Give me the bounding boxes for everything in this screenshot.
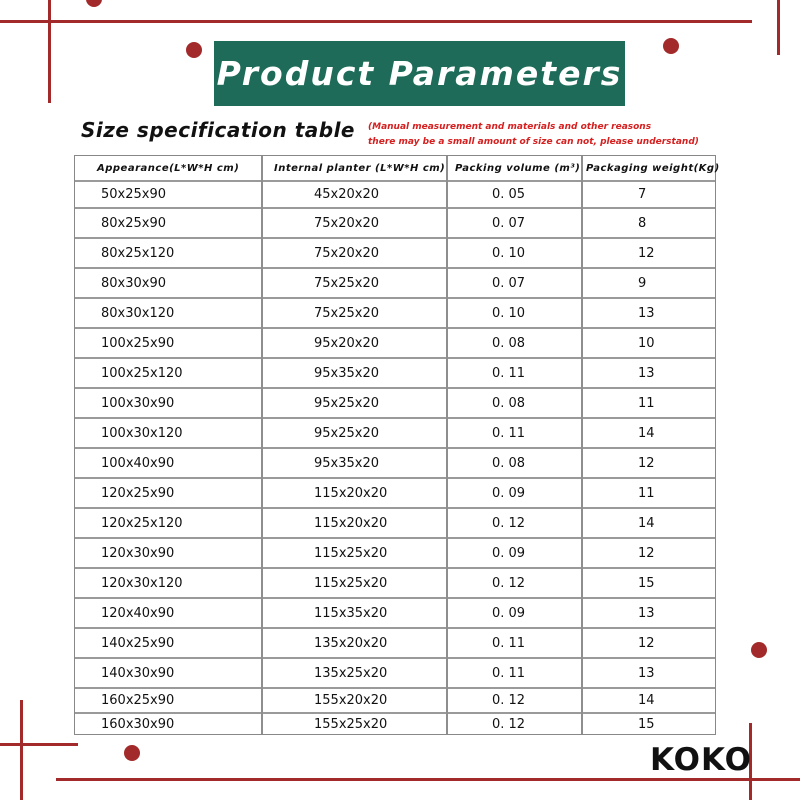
table-row: [75, 418, 715, 448]
table-row: [75, 568, 715, 598]
table-cell: 95x20x20: [314, 335, 380, 351]
table-row: [75, 208, 715, 238]
table-cell: 95x25x20: [314, 425, 380, 441]
table-cell: 120x30x90: [101, 545, 175, 561]
decor-dot: [186, 42, 202, 58]
table-row-divider: [75, 387, 715, 389]
table-cell: 0. 07: [492, 215, 526, 231]
table-cell: 115x35x20: [314, 605, 388, 621]
table-row-divider: [75, 507, 715, 509]
table-row: [75, 658, 715, 688]
table-cell: 120x25x120: [101, 515, 183, 531]
table-cell: 115x20x20: [314, 515, 388, 531]
table-row-divider: [75, 357, 715, 359]
table-cell: 0. 11: [492, 665, 526, 681]
table-header-cell: Internal planter (L*W*H cm): [274, 163, 446, 174]
table-row-divider: [75, 477, 715, 479]
table-cell: 95x25x20: [314, 395, 380, 411]
table-cell: 15: [638, 575, 655, 591]
table-cell: 115x25x20: [314, 545, 388, 561]
frame-line-right-top: [777, 0, 780, 55]
table-cell: 0. 11: [492, 365, 526, 381]
table-row-divider: [75, 567, 715, 569]
table-row: [75, 388, 715, 418]
table-header-cell: Packing volume (m³): [455, 163, 581, 174]
table-cell: 135x25x20: [314, 665, 388, 681]
table-cell: 80x25x120: [101, 245, 175, 261]
table-row: [75, 298, 715, 328]
table-cell: 12: [638, 455, 655, 471]
table-row: [75, 713, 715, 736]
table-cell: 50x25x90: [101, 187, 167, 202]
table-cell: 9: [638, 275, 647, 291]
decor-dot: [663, 38, 679, 54]
table-cell: 160x30x90: [101, 717, 175, 732]
table-cell: 45x20x20: [314, 187, 380, 202]
table-column-divider: [446, 156, 448, 734]
table-cell: 95x35x20: [314, 365, 380, 381]
table-cell: 0. 08: [492, 395, 526, 411]
table-cell: 0. 10: [492, 245, 526, 261]
table-cell: 100x25x90: [101, 335, 175, 351]
table-cell: 10: [638, 335, 655, 351]
table-cell: 13: [638, 665, 655, 681]
table-row-divider: [75, 712, 715, 714]
table-cell: 0. 08: [492, 455, 526, 471]
table-row-divider: [75, 657, 715, 659]
decor-dot: [86, 0, 102, 7]
frame-line-left-bottom: [20, 700, 23, 800]
table-row-divider: [75, 297, 715, 299]
frame-line-bottom: [56, 778, 800, 781]
table-row-divider: [75, 237, 715, 239]
table-cell: 100x30x90: [101, 395, 175, 411]
table-cell: 140x25x90: [101, 635, 175, 651]
table-row-divider: [75, 267, 715, 269]
table-cell: 135x20x20: [314, 635, 388, 651]
table-row: [75, 238, 715, 268]
size-specification-table: [74, 155, 720, 735]
title-banner: [214, 41, 625, 106]
table-cell: 140x30x90: [101, 665, 175, 681]
table-cell: 120x40x90: [101, 605, 175, 621]
table-cell: 13: [638, 365, 655, 381]
table-column-divider: [581, 156, 583, 734]
table-row-divider: [75, 537, 715, 539]
table-cell: 0. 12: [492, 515, 526, 531]
table-row: [75, 328, 715, 358]
table-cell: 100x40x90: [101, 455, 175, 471]
table-cell: 13: [638, 305, 655, 321]
table-cell: 115x25x20: [314, 575, 388, 591]
frame-line-top: [0, 20, 752, 23]
frame-line-bottom-left: [0, 743, 78, 746]
table-cell: 15: [638, 717, 655, 732]
table-cell: 155x20x20: [314, 693, 388, 708]
table-cell: 0. 11: [492, 635, 526, 651]
table-cell: 95x35x20: [314, 455, 380, 471]
table-row-divider: [75, 207, 715, 209]
table-cell: 0. 09: [492, 605, 526, 621]
table-cell: 0. 12: [492, 693, 526, 708]
table-cell: 80x25x90: [101, 215, 167, 231]
table-row-divider: [75, 597, 715, 599]
table-column-divider: [261, 156, 263, 734]
table-cell: 160x25x90: [101, 693, 175, 708]
table-cell: 14: [638, 515, 655, 531]
brand-logo: KOKO: [650, 742, 752, 778]
frame-line-left-top: [48, 0, 51, 103]
table-cell: 0. 12: [492, 575, 526, 591]
table-cell: 0. 07: [492, 275, 526, 291]
table-row: [75, 538, 715, 568]
table-cell: 12: [638, 545, 655, 561]
table-cell: 0. 05: [492, 187, 526, 202]
table-cell: 14: [638, 425, 655, 441]
table-row: [75, 478, 715, 508]
table-header-cell: Packaging weight(Kg): [586, 163, 720, 174]
table-row: [75, 688, 715, 713]
table-row: [75, 628, 715, 658]
table-row: [75, 358, 715, 388]
table-cell: 75x20x20: [314, 245, 380, 261]
table-cell: 120x30x120: [101, 575, 183, 591]
table-cell: 11: [638, 395, 655, 411]
table-cell: 100x25x120: [101, 365, 183, 381]
table-row-divider: [75, 417, 715, 419]
table-row: [75, 508, 715, 538]
decor-dot: [124, 745, 140, 761]
table-cell: 14: [638, 693, 655, 708]
table-row: [75, 268, 715, 298]
table-cell: 75x20x20: [314, 215, 380, 231]
table-cell: 120x25x90: [101, 485, 175, 501]
table-cell: 0. 10: [492, 305, 526, 321]
table-cell: 11: [638, 485, 655, 501]
table-cell: 0. 08: [492, 335, 526, 351]
table-row-divider: [75, 687, 715, 689]
table-header-cell: Appearance(L*W*H cm): [97, 163, 240, 174]
table-header-row: [75, 156, 720, 181]
table-cell: 80x30x120: [101, 305, 175, 321]
table-cell: 12: [638, 245, 655, 261]
table-row-divider: [75, 180, 715, 182]
table-subtitle: Size specification table: [81, 118, 355, 142]
table-cell: 80x30x90: [101, 275, 167, 291]
table-row: [75, 181, 715, 208]
table-cell: 0. 12: [492, 717, 526, 732]
table-cell: 0. 11: [492, 425, 526, 441]
table-cell: 12: [638, 635, 655, 651]
table-row-divider: [75, 447, 715, 449]
table-cell: 100x30x120: [101, 425, 183, 441]
table-cell: 115x20x20: [314, 485, 388, 501]
measurement-note: [368, 120, 699, 150]
table-cell: 7: [638, 187, 647, 202]
page-title: Product Parameters: [216, 54, 623, 93]
table-cell: 8: [638, 215, 647, 231]
table-cell: 0. 09: [492, 485, 526, 501]
table-cell: 0. 09: [492, 545, 526, 561]
table-cell: 155x25x20: [314, 717, 388, 732]
table-row-divider: [75, 627, 715, 629]
decor-dot: [751, 642, 767, 658]
table-row: [75, 448, 715, 478]
table-cell: 75x25x20: [314, 305, 380, 321]
note-line-1: (Manual measurement and materials and other reasons: [368, 122, 652, 132]
table-cell: 75x25x20: [314, 275, 380, 291]
note-line-2: there may be a small amount of size can not, please understand): [368, 137, 699, 147]
table-cell: 13: [638, 605, 655, 621]
table-row: [75, 598, 715, 628]
table-row-divider: [75, 327, 715, 329]
